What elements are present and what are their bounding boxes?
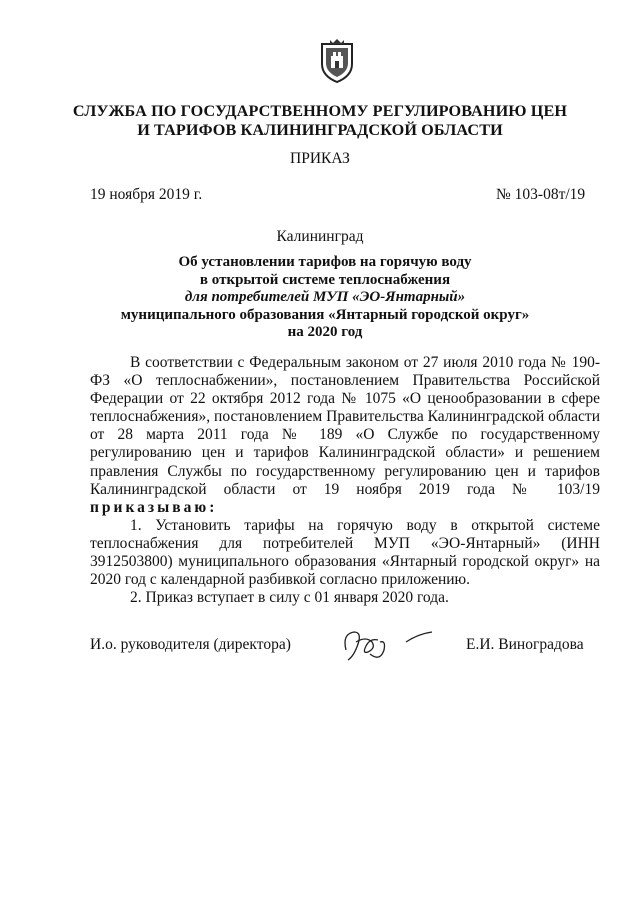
organization-title	[60, 102, 580, 140]
subject-line-4: муниципального образования «Янтарный городской округ»	[120, 306, 530, 323]
document-subject	[100, 254, 550, 342]
order-item-1: 1. Установить тарифы на горячую воду в открытой системе теплоснабжения для потребителей МУП «ЭО-Янтарный» (ИНН 3912503800) муниципального образования «Янтарный городской округ» на 2020 год с календарной разбивкой согласно приложению.	[90, 516, 600, 589]
subject-line-1: Об установлении тарифов на горячую воду	[178, 254, 472, 270]
signer-name: Е.И. Виноградова	[466, 636, 584, 653]
subject-line-5: на 2020 год	[287, 324, 363, 341]
document-city: Калининград	[276, 228, 364, 245]
order-item-2: 2. Приказ вступает в силу с 01 января 2020 года.	[130, 589, 449, 607]
signer-title: И.о. руководителя (директора)	[90, 636, 291, 653]
document-body	[90, 354, 600, 607]
document-number: № 103-08т/19	[496, 186, 586, 203]
subject-line-3: для потребителей МУП «ЭО-Янтарный»	[184, 289, 466, 306]
preamble-text: В соответствии с Федеральным законом от 27 июля 2010 года № 190-ФЗ «О теплоснабжении», постановлением Правительства Российской Федерации от 22 октября 2012 года № 1075 «О ценообразовании в сфере теплоснабжения», постановлением Правительства Калининградской области от 28 марта 2011 года № 189 «О Службе по государственному регулированию цен и тарифов Калининградской области» и решением правления Службы по государственному регулированию цен и тарифов Калининградской области от 19 ноября 2019 года № 103/19	[90, 354, 600, 498]
subject-line-2: в открытой системе теплоснабжения	[199, 271, 451, 288]
document-date: 19 ноября 2019 г.	[90, 186, 203, 203]
organization-title-line-1: СЛУЖБА ПО ГОСУДАРСТВЕННОМУ РЕГУЛИРОВАНИЮ ЦЕН	[72, 102, 568, 120]
coat-of-arms-icon	[318, 38, 356, 84]
document-type: ПРИКАЗ	[290, 150, 350, 167]
preamble-paragraph	[90, 354, 600, 517]
orders-word: приказываю:	[90, 498, 218, 516]
handwritten-signature	[336, 620, 446, 670]
organization-title-line-2: И ТАРИФОВ КАЛИНИНГРАДСКОЙ ОБЛАСТИ	[137, 121, 503, 139]
